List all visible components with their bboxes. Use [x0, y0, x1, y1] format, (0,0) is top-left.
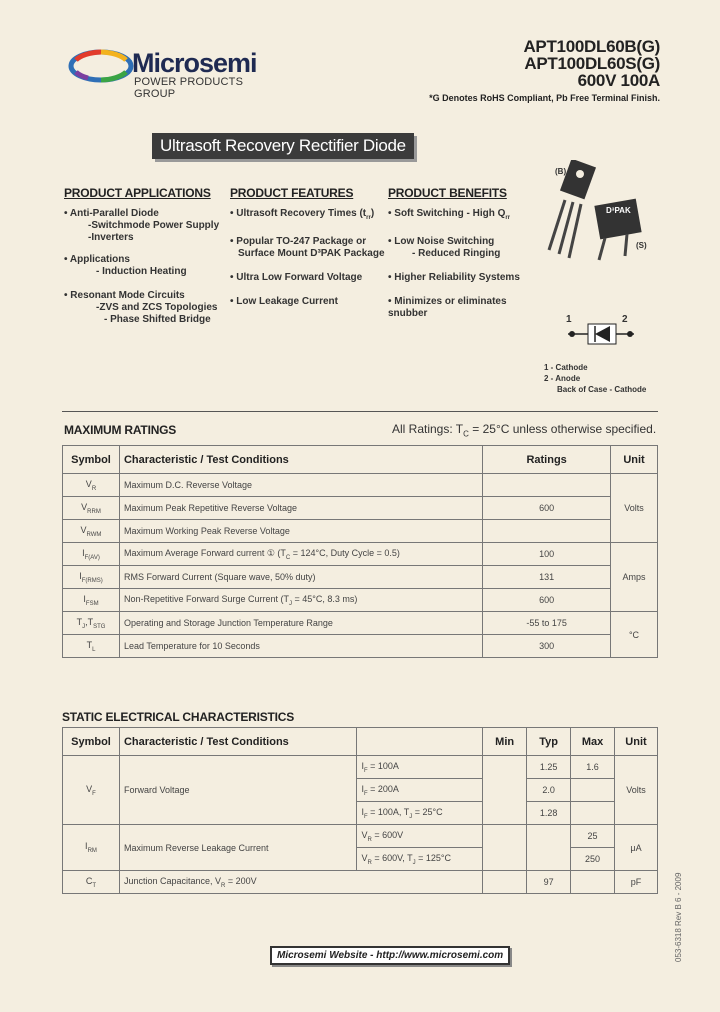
sym-sub: RRM — [87, 508, 101, 515]
col-unit: Unit — [611, 446, 658, 474]
char-text: Non-Repetitive Forward Surge Current (T — [123, 593, 290, 604]
unit-cell: Volts — [615, 756, 658, 825]
sym: V — [86, 783, 93, 794]
list-item: snubber — [388, 308, 428, 319]
rating-cell: -55 to 175 — [483, 612, 611, 635]
col-max: Max — [571, 728, 615, 756]
cond-end: = 100A — [367, 760, 399, 771]
sym-sub: F(AV) — [84, 554, 100, 561]
sym: V — [85, 478, 92, 489]
sym: T — [86, 639, 93, 650]
cond-cell — [357, 779, 483, 802]
table-row — [63, 871, 658, 894]
table-row — [63, 589, 658, 612]
rating-cell: 100 — [483, 543, 611, 566]
typ-cell — [527, 825, 571, 871]
rating-cell: 300 — [483, 635, 611, 658]
typ-cell: 97 — [527, 871, 571, 894]
sym-sub: FSM — [85, 600, 99, 607]
diode-symbol-icon — [568, 322, 634, 346]
sym: I — [83, 593, 86, 604]
symbol-cell — [63, 589, 120, 612]
char-sub: R — [221, 882, 226, 889]
table-row — [63, 543, 658, 566]
features-list — [230, 208, 385, 308]
sym: V — [80, 524, 87, 535]
logo-text: Microsemi — [132, 48, 257, 78]
list-item: • Ultra Low Forward Voltage — [230, 272, 363, 283]
package-label-s: (S) — [636, 241, 647, 250]
list-item: Surface Mount D³PAK Package — [238, 248, 385, 259]
qrr-subscript: rr — [505, 215, 511, 221]
sym-sub: F — [92, 790, 96, 797]
cond-cell — [357, 825, 483, 848]
list-item: • Minimizes or eliminates — [388, 296, 507, 307]
sym-sub: RM — [87, 847, 97, 854]
max-ratings-note — [392, 422, 656, 438]
applications-list — [64, 208, 229, 326]
table-header-row — [63, 446, 658, 474]
sym: I — [79, 570, 82, 581]
table-row — [63, 612, 658, 635]
unit-cell: pF — [615, 871, 658, 894]
list-item — [230, 208, 385, 224]
symbol-cell — [63, 543, 120, 566]
cond-sub2: J — [409, 813, 413, 820]
cond-sub: R — [367, 859, 372, 866]
list-item: • Low Noise Switching — [388, 236, 495, 247]
pin-legend — [544, 362, 646, 395]
sym-sub: RWM — [86, 531, 102, 538]
cond-sub: F — [363, 790, 368, 797]
sym-sub: T — [92, 882, 97, 889]
char-cell — [119, 589, 482, 612]
table-row — [63, 566, 658, 589]
voltage-current-rating: 600V 100A — [577, 71, 660, 90]
part-number-b: APT100DL60B(G) — [523, 37, 660, 56]
max-ratings-table — [62, 445, 658, 658]
features-heading: PRODUCT FEATURES — [230, 186, 354, 200]
symbol-cell — [63, 612, 120, 635]
cond-cell — [357, 802, 483, 825]
list-item — [388, 208, 528, 224]
list-item: -ZVS and ZCS Topologies — [96, 302, 218, 313]
list-item: • Higher Reliability Systems — [388, 272, 520, 283]
col-conditions — [357, 728, 483, 756]
rohs-note: *G Denotes RoHS Compliant, Pb Free Terminal Finish. — [429, 93, 660, 103]
feature-trr: • Ultrasoft Recovery Times (t — [230, 208, 367, 219]
website-link[interactable]: Microsemi Website - http://www.microsemi.com — [270, 946, 510, 965]
cond: I — [361, 760, 364, 771]
cond-sub: F — [363, 813, 368, 820]
rating-cell: 131 — [483, 566, 611, 589]
cond-sub: R — [367, 836, 372, 843]
list-item: • Applications — [64, 254, 130, 265]
symbol-cell — [63, 756, 120, 825]
table-row — [63, 520, 658, 543]
benefits-heading: PRODUCT BENEFITS — [388, 186, 507, 200]
char-cell: Forward Voltage — [119, 756, 357, 825]
list-item: - Reduced Ringing — [412, 248, 501, 259]
symbol-cell — [63, 474, 120, 497]
sym: I — [85, 841, 88, 852]
list-item: - Induction Heating — [96, 266, 187, 277]
cond-cell — [357, 848, 483, 871]
unit-cell: μA — [615, 825, 658, 871]
sym: V — [81, 501, 88, 512]
cond-end2: = 25°C — [412, 806, 443, 817]
document-number: 053-6318 Rev B 6 - 2009 — [674, 872, 683, 962]
char-end: = 124°C, Duty Cycle = 0.5) — [290, 547, 400, 558]
char-cell — [119, 871, 482, 894]
symbol-cell — [63, 566, 120, 589]
table-row — [63, 474, 658, 497]
char-text: Maximum Average Forward current ① (T — [123, 547, 286, 558]
cond-end: = 200A — [367, 783, 399, 794]
cond: V — [361, 829, 368, 840]
sym-sub: J — [82, 623, 86, 630]
static-table — [62, 727, 658, 894]
symbol-cell — [63, 520, 120, 543]
col-typ: Typ — [527, 728, 571, 756]
logo — [64, 44, 284, 100]
col-symbol: Symbol — [63, 446, 120, 474]
cond-end: = 600V — [371, 829, 404, 840]
unit-cell: Volts — [611, 474, 658, 543]
trr-close: ) — [370, 208, 375, 219]
trr-subscript: rr — [366, 215, 371, 221]
sym2: ,T — [85, 616, 94, 627]
note-suffix: = 25°C unless otherwise specified. — [468, 422, 657, 436]
typ-cell: 1.28 — [527, 802, 571, 825]
unit-cell: Amps — [611, 543, 658, 612]
char-cell: Maximum D.C. Reverse Voltage — [119, 474, 482, 497]
max-cell — [571, 871, 615, 894]
cond-sub2: J — [412, 859, 416, 866]
typ-cell: 1.25 — [527, 756, 571, 779]
cond: I — [361, 783, 364, 794]
table-row — [63, 756, 658, 779]
symbol-cell — [63, 497, 120, 520]
cond: I — [361, 806, 364, 817]
col-min: Min — [483, 728, 527, 756]
rating-cell: 600 — [483, 497, 611, 520]
pin-1-label: 1 — [566, 314, 572, 325]
char-cell: Maximum Peak Repetitive Reverse Voltage — [119, 497, 482, 520]
sym: C — [85, 875, 93, 886]
part-number-block — [420, 38, 660, 103]
rating-cell: 600 — [483, 589, 611, 612]
cond-cell — [357, 756, 483, 779]
min-cell — [483, 825, 527, 871]
col-unit: Unit — [615, 728, 658, 756]
list-item: • Anti-Parallel Diode — [64, 208, 159, 219]
char-end: = 200V — [225, 875, 257, 886]
note-sub: C — [463, 429, 469, 439]
dpak-label: D³PAK — [606, 206, 631, 215]
char-text: Junction Capacitance, V — [123, 875, 222, 886]
benefits-list — [388, 208, 528, 320]
col-ratings: Ratings — [483, 446, 611, 474]
sym2-sub: STG — [93, 623, 106, 630]
list-item: • Resonant Mode Circuits — [64, 290, 185, 301]
cond-sub: F — [363, 767, 368, 774]
cond-end: = 600V, T — [371, 852, 413, 863]
note-prefix: All Ratings: T — [392, 422, 464, 436]
table-header-row — [63, 728, 658, 756]
rating-cell — [483, 474, 611, 497]
list-item: -Inverters — [88, 232, 134, 243]
table-row — [63, 825, 658, 848]
char-sub: J — [289, 600, 293, 607]
rating-cell — [483, 520, 611, 543]
cond: V — [361, 852, 368, 863]
col-characteristic: Characteristic / Test Conditions — [119, 446, 482, 474]
typ-cell: 2.0 — [527, 779, 571, 802]
product-title-banner: Ultrasoft Recovery Rectifier Diode — [152, 133, 414, 159]
char-cell: RMS Forward Current (Square wave, 50% duty) — [119, 566, 482, 589]
char-cell: Operating and Storage Junction Temperature Range — [119, 612, 482, 635]
list-item: • Popular TO-247 Package or — [230, 236, 367, 247]
list-item: • Low Leakage Current — [230, 296, 338, 307]
char-cell — [119, 543, 482, 566]
static-heading: STATIC ELECTRICAL CHARACTERISTICS — [62, 710, 295, 724]
benefit-soft: • Soft Switching - High Q — [388, 208, 506, 219]
sym: T — [76, 616, 83, 627]
max-cell: 25 — [571, 825, 615, 848]
col-symbol: Symbol — [63, 728, 120, 756]
symbol-cell — [63, 825, 120, 871]
legend-cathode: 1 - Cathode — [544, 363, 588, 372]
max-cell — [571, 779, 615, 802]
table-row — [63, 635, 658, 658]
char-cell: Maximum Working Peak Reverse Voltage — [119, 520, 482, 543]
char-cell: Maximum Reverse Leakage Current — [119, 825, 357, 871]
legend-anode: 2 - Anode — [544, 374, 581, 383]
section-divider — [62, 411, 658, 412]
legend-case: Back of Case - Cathode — [557, 385, 647, 394]
min-cell — [483, 871, 527, 894]
char-cell: Lead Temperature for 10 Seconds — [119, 635, 482, 658]
min-cell — [483, 756, 527, 825]
table-row — [63, 497, 658, 520]
cond-end2: = 125°C — [415, 852, 451, 863]
char-sub: C — [285, 554, 291, 561]
pin-2-label: 2 — [622, 314, 628, 325]
logo-subtitle: POWER PRODUCTS GROUP — [134, 76, 244, 100]
sym-sub: L — [92, 646, 96, 653]
sym-sub: F(RMS) — [81, 577, 103, 584]
max-cell: 1.6 — [571, 756, 615, 779]
char-end: = 45°C, 8.3 ms) — [292, 593, 358, 604]
part-number-s: APT100DL60S(G) — [524, 54, 660, 73]
sym-sub: R — [91, 485, 97, 492]
cond-end: = 100A, T — [367, 806, 410, 817]
max-cell: 250 — [571, 848, 615, 871]
list-item: -Switchmode Power Supply — [88, 220, 220, 231]
symbol-cell — [63, 635, 120, 658]
package-label-b: (B) — [555, 167, 567, 176]
max-ratings-heading: MAXIMUM RATINGS — [64, 423, 177, 437]
symbol-cell — [63, 871, 120, 894]
list-item: - Phase Shifted Bridge — [104, 314, 211, 325]
unit-cell: °C — [611, 612, 658, 658]
sym: I — [82, 547, 85, 558]
max-cell — [571, 802, 615, 825]
logo-mark-icon — [68, 48, 134, 84]
col-characteristic: Characteristic / Test Conditions — [119, 728, 357, 756]
applications-heading: PRODUCT APPLICATIONS — [64, 186, 211, 200]
